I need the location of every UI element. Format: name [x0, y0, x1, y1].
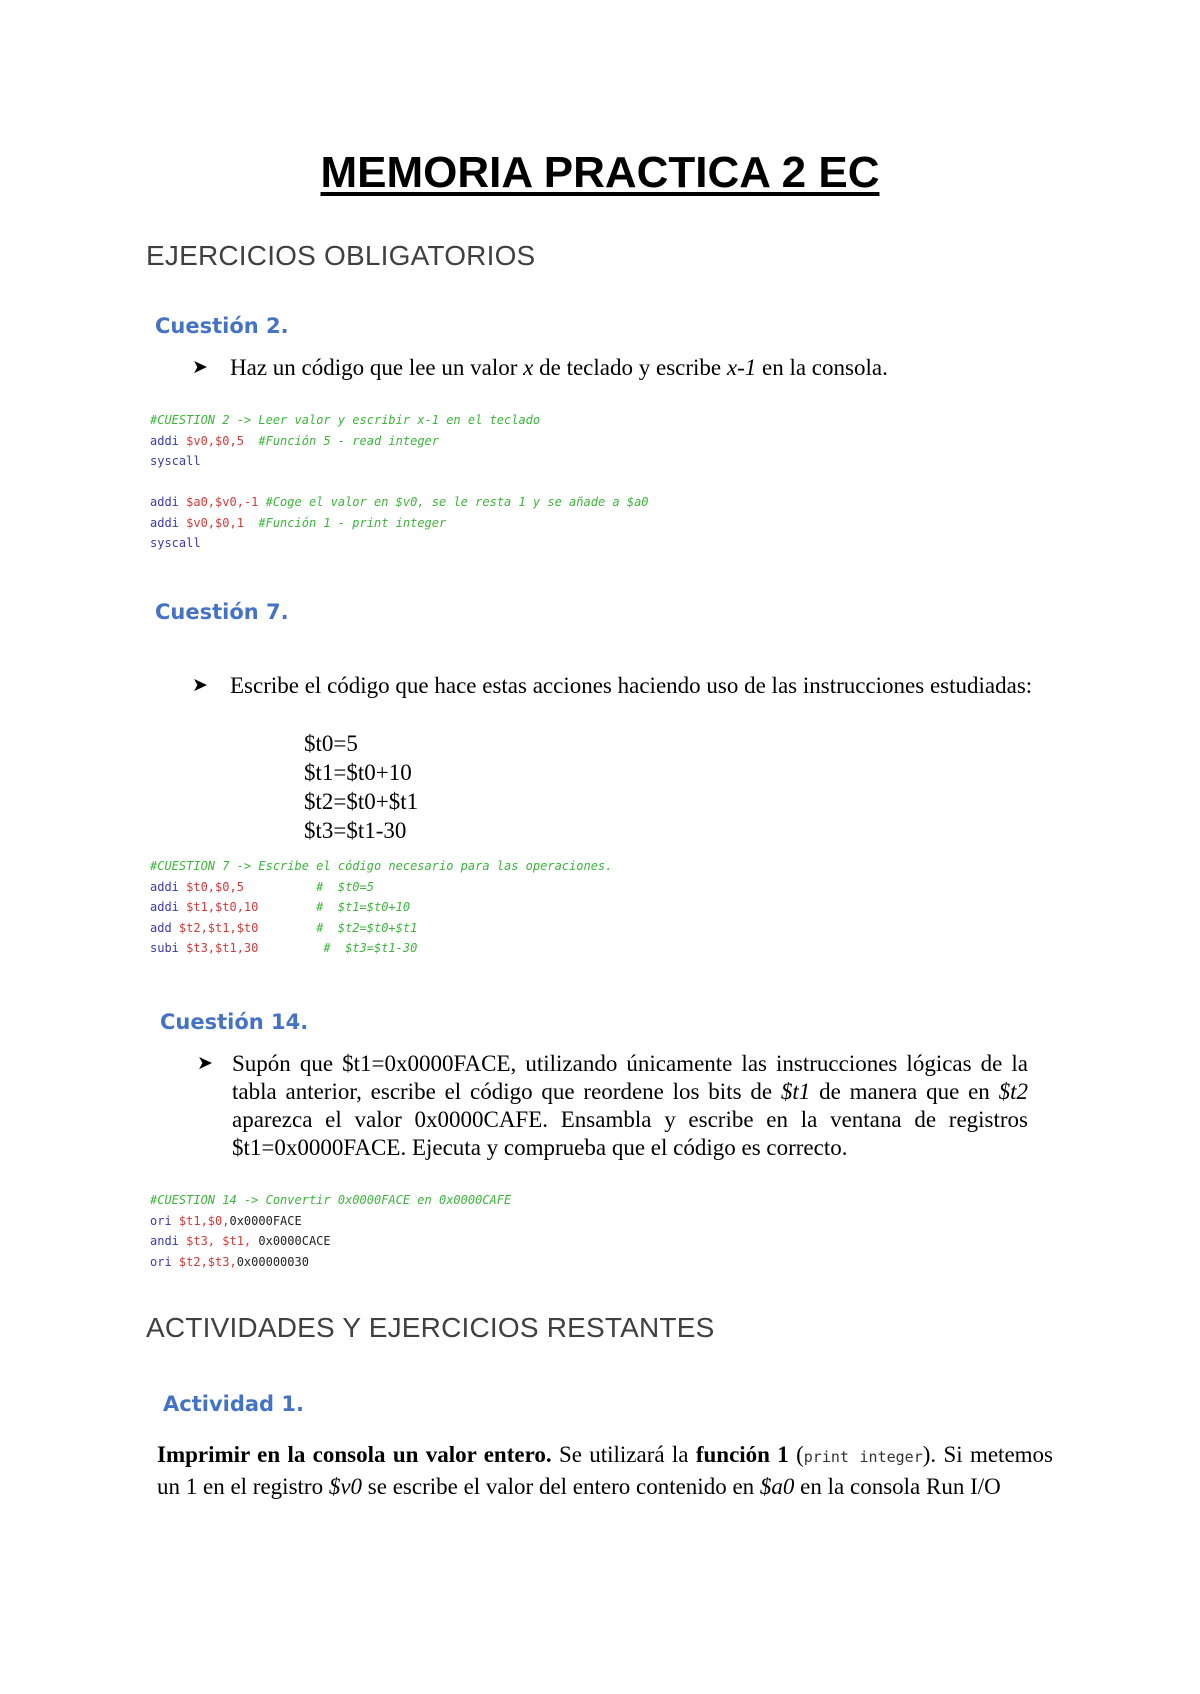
page-title: MEMORIA PRACTICA 2 EC: [320, 148, 880, 197]
question-2-heading: Cuestión 2.: [155, 314, 289, 338]
bullet-arrow-icon: ➤: [197, 1052, 213, 1074]
code-block-q2: #CUESTION 2 -> Leer valor y escribir x-1 en el teclado addi $v0,$0,5 #Función 5 - read integer syscall addi $a0,$v0,-1 #Coge el valor en $v0, se le resta 1 y se añade a $a0 addi $v0,$0,1 #Función 1 - print integer syscall: [150, 413, 649, 550]
equation: $t2=$t0+$t1: [304, 789, 419, 814]
section-heading-obligatorios: EJERCICIOS OBLIGATORIOS: [146, 240, 536, 271]
question-14-heading: Cuestión 14.: [160, 1010, 309, 1034]
question-2-text: Haz un código que lee un valor x de teclado y escribe x-1 en la consola.: [230, 355, 888, 380]
activity-1-text: Imprimir en la consola un valor entero. Se utilizará la función 1 (print integer). Si metemos un 1 en el registro $v0 se escribe el valor del entero contenido en $a0 en la consola Run I/O: [157, 1442, 1053, 1499]
equation-list: [304, 730, 418, 846]
code-block-q7: #CUESTION 7 -> Escribe el código necesario para las operaciones. addi $t0,$0,5 # $t0=5 addi $t1,$t0,10 # $t1=$t0+10 add $t2,$t1,$t0 # $t2=$t0+$t1 subi $t3,$t1,30 # $t3=$t1-30: [150, 859, 613, 955]
equation: $t1=$t0+10: [304, 760, 412, 785]
question-14-text: Supón que $t1=0x0000FACE, utilizando únicamente las instrucciones lógicas de la tabla anterior, escribe el código que reordene los bits de $t1 de manera que en $t2 aparezca el valor 0x0000CAFE. Ensambla y escribe en la ventana de registros $t1=0x0000FACE. Ejecuta y comprueba que el código es correcto.: [232, 1051, 1028, 1160]
question-7-heading: Cuestión 7.: [155, 600, 289, 624]
section-heading-restantes: ACTIVIDADES Y EJERCICIOS RESTANTES: [146, 1312, 715, 1343]
question-7-text: Escribe el código que hace estas acciones haciendo uso de las instrucciones estudiadas:: [230, 673, 1033, 698]
activity-1-heading: Actividad 1.: [163, 1392, 304, 1416]
equation: $t3=$t1-30: [304, 818, 407, 843]
bullet-arrow-icon: ➤: [192, 674, 208, 696]
bullet-arrow-icon: ➤: [192, 356, 208, 378]
code-block-q14: #CUESTION 14 -> Convertir 0x0000FACE en 0x0000CAFE ori $t1,$0,0x0000FACE andi $t3, $t1, 0x0000CACE ori $t2,$t3,0x00000030: [150, 1193, 512, 1269]
equation: $t0=5: [304, 731, 358, 756]
